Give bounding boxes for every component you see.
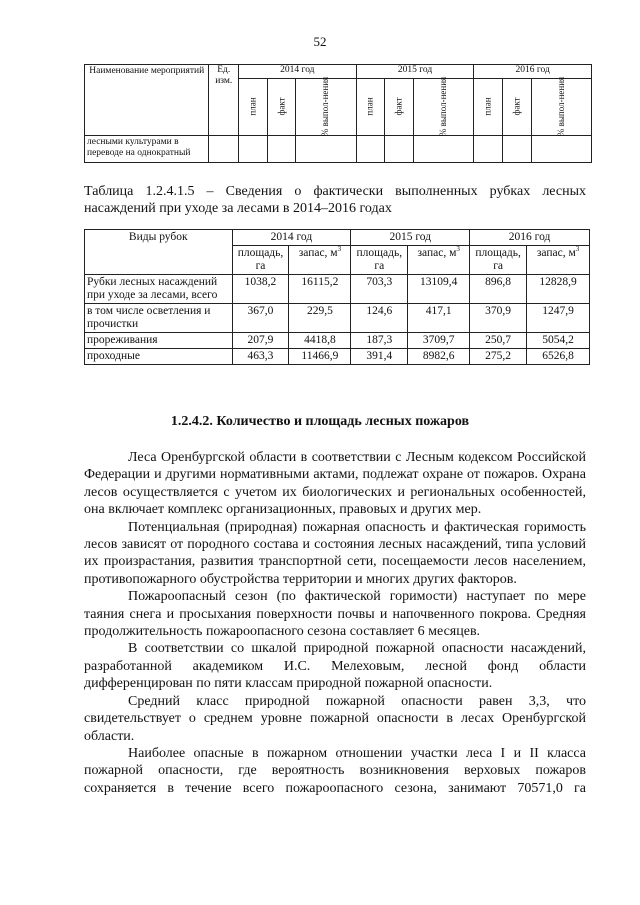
table-row — [85, 304, 590, 333]
table-row — [85, 349, 590, 365]
header-area: площадь, га — [232, 246, 289, 275]
cuttings-table — [84, 229, 590, 365]
cell-value: 12828,9 — [527, 275, 590, 304]
cell-value: 187,3 — [351, 333, 408, 349]
subheader-percent: % выпол-нения — [555, 76, 566, 136]
page-number: 52 — [313, 34, 327, 49]
cell-value: 124,6 — [351, 304, 408, 333]
cell-value: 8982,6 — [408, 349, 470, 365]
paragraph: Потенциальная (природная) пожарная опасность и фактическая горимость лесов зависят от породного состава и состояния лесных насаждений, типа условий их произрастания, развития транспортной сети, посещаемости лесов населением, противопожарного обустройства территории и многих других факторов. — [84, 519, 586, 587]
header-stock: запас, $м^3$ — [289, 246, 351, 275]
header-year-2016: 2016 год — [474, 65, 592, 79]
cell-value: 703,3 — [351, 275, 408, 304]
cell-value: 13109,4 — [408, 275, 470, 304]
subheader-plan: план — [365, 96, 375, 116]
paragraph: Леса Оренбургской области в соответствии с Лесным кодексом Российской Федерации и другими нормативными актами, подлежат охране от пожаров. Охрана лесов осуществляется с учетом их биологических и региональных особенностей, она включает комплекс организационных, правовых и других мер. — [84, 450, 586, 518]
header-activity-name: Наименование мероприятий — [85, 65, 209, 136]
paragraph: В соответствии со шкалой природной пожарной опасности насаждений, разработанной академиком И.С. Мелеховым, лесной фонд области дифференцирован по пяти классам природной пожарной опасности. — [84, 641, 586, 692]
body-text — [84, 449, 586, 797]
row-label: прореживания — [85, 333, 233, 349]
header-year-2014: 2014 год — [239, 65, 357, 79]
table-row — [85, 275, 590, 304]
cell-value: 1038,2 — [232, 275, 289, 304]
header-year-2016: 2016 год — [470, 230, 590, 246]
cell-value: 4418,8 — [289, 333, 351, 349]
subheader-fact: факт — [276, 96, 287, 116]
header-year-2015: 2015 год — [351, 230, 470, 246]
cell-value: 3709,7 — [408, 333, 470, 349]
header-area: площадь, га — [351, 246, 408, 275]
cell-value: 229,5 — [289, 304, 351, 333]
cell-value: 6526,8 — [527, 349, 590, 365]
subheader-plan: план — [482, 96, 493, 116]
row-label: лесными культурами в переводе на однократный — [85, 136, 209, 163]
section-title: 1.2.4.2. Количество и площадь лесных пожаров — [170, 414, 470, 429]
table-caption: Таблица 1.2.4.1.5 – Сведения о фактически выполненных рубках лесных насаждений при уходе за лесами в 2014–2016 годах — [84, 184, 586, 216]
header-stock: запас, $м^3$ — [408, 246, 470, 275]
subheader-fact: факт — [511, 96, 522, 116]
cell-value: 367,0 — [232, 304, 289, 333]
cell-value: 207,9 — [232, 333, 289, 349]
activities-table — [84, 64, 592, 163]
header-year-2014: 2014 год — [232, 230, 351, 246]
subheader-percent: % выпол-нения — [438, 76, 449, 136]
cell-value: 463,3 — [232, 349, 289, 365]
table-row — [85, 136, 592, 163]
cell-value: 1247,9 — [527, 304, 590, 333]
row-label: Рубки лесных насаждений при уходе за лесами, всего — [85, 275, 233, 304]
cell-value: 370,9 — [470, 304, 527, 333]
paragraph: Средний класс природной пожарной опасности равен 3,3, что свидетельствует о среднем уровне пожарной опасности в лесах Оренбургской области. — [84, 693, 586, 744]
cell-value: 417,1 — [408, 304, 470, 333]
header-year-2015: 2015 год — [356, 65, 474, 79]
cell-value: 896,8 — [470, 275, 527, 304]
table-row — [85, 333, 590, 349]
header-stock: запас, $м^3$ — [527, 246, 590, 275]
cell-value: 391,4 — [351, 349, 408, 365]
header-cutting-kinds: Виды рубок — [85, 230, 233, 275]
cell-value: 5054,2 — [527, 333, 590, 349]
cell-value: 250,7 — [470, 333, 527, 349]
subheader-percent: % выпол-нения — [320, 76, 331, 136]
header-area: площадь, га — [470, 246, 527, 275]
cell-value: 11466,9 — [289, 349, 351, 365]
paragraph: Пожароопасный сезон (по фактической горимости) наступает по мере таяния снега и просыхания поверхности почвы и напочвенного покрова. Средняя продолжительность пожароопасного сезона составляет 6 месяцев. — [84, 589, 586, 640]
header-unit: Ед. изм. — [209, 65, 239, 136]
subheader-plan: план — [247, 96, 258, 116]
row-label: в том числе осветления и прочистки — [85, 304, 233, 333]
cell-value: 16115,2 — [289, 275, 351, 304]
cell-value: 275,2 — [470, 349, 527, 365]
row-label: проходные — [85, 349, 233, 365]
paragraph: Наиболее опасные в пожарном отношении участки леса I и II класса пожарной опасности, где вероятность возникновения верховых пожаров сохраняется в течение всего пожароопасного сезона, занимают 70571,0 га — [84, 745, 586, 796]
subheader-fact: факт — [393, 96, 404, 116]
